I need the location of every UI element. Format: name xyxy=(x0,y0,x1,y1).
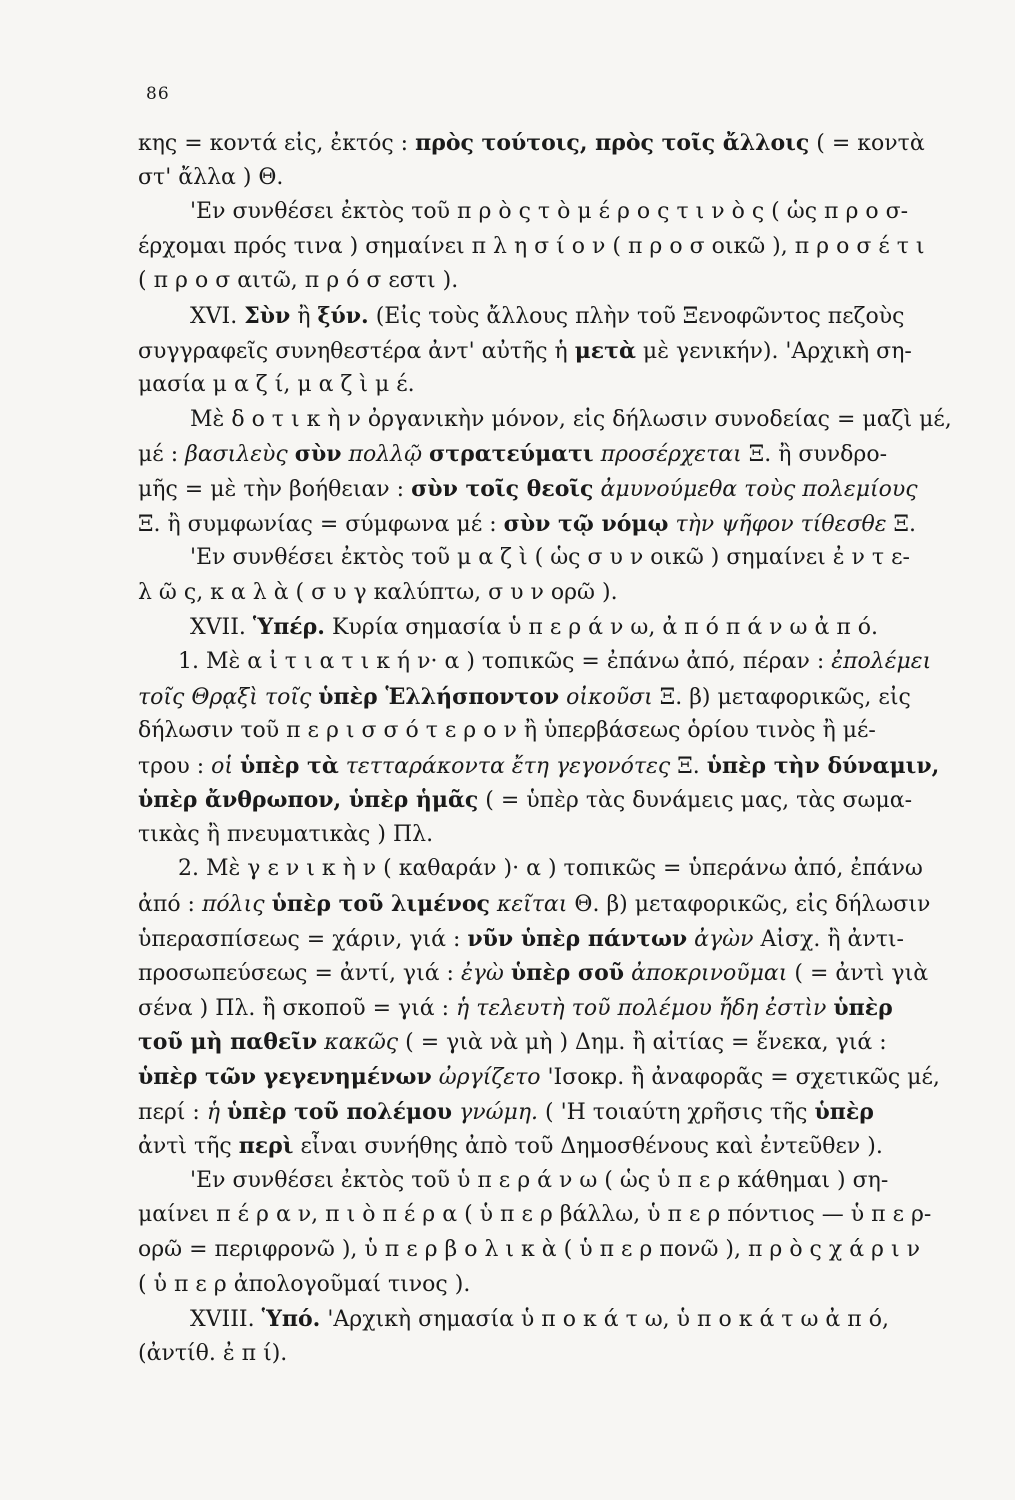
text-segment xyxy=(288,442,295,467)
text-line xyxy=(138,1060,978,1095)
text-segment: Ξ. xyxy=(670,753,707,779)
text-segment: τοῖς Θρᾳξὶ τοῖς xyxy=(138,684,312,710)
text-segment: μῆς = μὲ τὴν βοήθειαν : xyxy=(138,476,412,502)
text-segment: Μὲ δ ο τ ι κ ὴ ν ὀργανικὴν μόνον, εἰς δήλωσιν συνοδείας = μαζὶ μέ, xyxy=(190,406,952,432)
text-segment: ἡ xyxy=(206,1099,221,1125)
text-line xyxy=(138,749,978,784)
text-segment xyxy=(422,442,429,467)
text-line xyxy=(138,922,978,957)
text-segment: 2. Μὲ γ ε ν ι κ ὴ ν ( καθαράν )· α ) τοπικῶς = ὑπεράνω ἀπό, ἐπάνω xyxy=(178,856,923,882)
text-segment: (ἀντίθ. ἐ π ί). xyxy=(138,1340,288,1366)
text-segment: ὑπὲρ τὴν δύναμιν, xyxy=(706,752,940,779)
text-line xyxy=(138,1129,978,1164)
text-segment: ὑπὲρ τοῦ πολέμου xyxy=(227,1098,453,1125)
text-segment: πολλῷ xyxy=(348,442,423,468)
text-segment: σὺν τοῖς θεοῖς xyxy=(411,475,594,502)
text-segment: ἐπολέμει xyxy=(831,648,932,674)
text-segment: περί : xyxy=(138,1099,207,1125)
text-segment: μασία μ α ζ ί, μ α ζ ὶ μ έ. xyxy=(138,372,415,398)
text-segment: γνώμη. xyxy=(459,1099,539,1125)
text-segment: πόλις xyxy=(201,892,265,918)
text-line xyxy=(138,610,978,645)
text-segment: XVIII. xyxy=(190,1307,262,1333)
text-line xyxy=(138,1025,978,1060)
text-segment: ( = ὑπὲρ τὰς δυνάμεις μας, τὰς σωμα- xyxy=(478,788,913,814)
text-segment: Σὺν xyxy=(244,302,291,329)
text-line xyxy=(138,1268,978,1303)
text-segment: τὴν ψῆφον τίθεσθε xyxy=(675,511,887,537)
text-segment: βασιλεὺς xyxy=(185,442,288,468)
text-line xyxy=(138,645,978,680)
text-segment: μέ : xyxy=(138,442,186,468)
text-segment: τρου : xyxy=(138,753,212,779)
text-segment xyxy=(504,961,511,986)
text-segment: τικὰς ἢ πνευματικὰς ) Πλ. xyxy=(138,821,434,847)
text-segment: εἶναι συνήθης ἀπὸ τοῦ Δημοσθένους καὶ ἐντεῦθεν ). xyxy=(293,1134,883,1160)
text-line xyxy=(138,334,978,369)
text-segment: XVI. xyxy=(190,303,245,329)
text-segment: περὶ xyxy=(238,1133,294,1160)
text-segment: τετταράκοντα ἔτη γεγονότες xyxy=(345,753,671,779)
text-segment: λ ῶ ς, κ α λ ὰ ( σ υ γ καλύπτω, σ υ ν ορῶ ). xyxy=(138,579,618,605)
text-segment: συγγραφεῖς συνηθεστέρα ἀντ' αὐτῆς ἡ xyxy=(138,338,575,364)
text-segment: σὺν xyxy=(294,441,342,468)
text-line xyxy=(138,783,978,818)
text-line xyxy=(138,1198,978,1233)
text-segment: προσωπεύσεως = ἀντί, γιά : xyxy=(138,961,461,987)
text-segment: πρὸς τούτοις, πρὸς τοῖς ἄλλοις xyxy=(415,130,810,156)
text-segment: έρχομαι πρός τινα ) σημαίνει π λ η σ ί ο ν ( π ρ ο σ οικῶ ), π ρ ο σ έ τ ι xyxy=(138,233,925,259)
text-segment: οἱ xyxy=(211,753,233,779)
text-segment: Ὑπέρ. xyxy=(252,614,325,641)
text-segment: 'Εν συνθέσει ἐκτὸς τοῦ ὑ π ε ρ ά ν ω ( ὡς ὑ π ε ρ κάθημαι ) ση- xyxy=(190,1167,889,1193)
text-segment: ὠργίζετο xyxy=(438,1065,541,1091)
text-segment: Ξ. β) μεταφορικῶς, εἰς xyxy=(652,684,911,710)
text-line xyxy=(138,161,978,196)
text-segment xyxy=(265,892,272,917)
text-line xyxy=(138,887,978,922)
text-segment: XVII. xyxy=(190,615,253,641)
text-segment: ἀντὶ τῆς xyxy=(138,1134,239,1160)
text-segment xyxy=(220,1100,227,1125)
text-segment: 'Εν συνθέσει ἐκτὸς τοῦ π ρ ὸ ς τ ὸ μ έ ρ ο ς τ ι ν ὸ ς ( ὡς π ρ ο σ- xyxy=(190,199,909,225)
text-line xyxy=(138,126,978,161)
text-segment xyxy=(432,1065,439,1090)
text-segment xyxy=(233,754,240,779)
text-segment: μὲ γενικήν). 'Αρχικὴ ση- xyxy=(635,338,912,364)
text-line xyxy=(138,714,978,749)
text-segment: Ὑπό. xyxy=(261,1306,321,1333)
text-segment: σὺν τῷ νόμῳ xyxy=(503,510,669,537)
text-segment: ὑπὲρ xyxy=(833,994,893,1021)
text-segment xyxy=(594,442,601,467)
text-segment: μαίνει π έ ρ α ν, π ι ὸ π έ ρ α ( ὑ π ε ρ βάλλω, ὑ π ε ρ πόντιος — ὑ π ε ρ- xyxy=(138,1202,932,1228)
text-segment: ἀγὼν xyxy=(694,926,754,952)
text-segment: 'Εν συνθέσει ἐκτὸς τοῦ μ α ζ ὶ ( ὡς σ υ ν οικῶ ) σημαίνει ἐ ν τ ε- xyxy=(190,545,910,571)
text-segment: νῦν ὑπὲρ πάντων xyxy=(467,925,688,952)
text-line xyxy=(138,507,978,542)
text-line xyxy=(138,403,978,438)
text-segment: στρατεύματι xyxy=(429,441,594,468)
text-segment: ὑπὲρ τοῦ λιμένος xyxy=(271,891,490,918)
text-line xyxy=(138,852,978,887)
text-segment: κακῶς xyxy=(324,1030,399,1056)
text-segment: ἀπό : xyxy=(138,892,202,918)
text-line xyxy=(138,1095,978,1130)
text-segment: Θ. β) μεταφορικῶς, εἰς δήλωσιν xyxy=(567,892,931,918)
text-segment: τοῦ μὴ παθεῖν xyxy=(138,1029,318,1056)
text-line xyxy=(138,1302,978,1337)
text-segment: δήλωσιν τοῦ π ε ρ ι σ σ ό τ ε ρ ο ν ἢ ὑπερβάσεως ὁρίου τινὸς ἢ μέ- xyxy=(138,718,876,744)
text-segment: ὑπερασπίσεως = χάριν, γιά : xyxy=(138,926,468,952)
text-segment: κης = κοντά εἰς, ἐκτός : xyxy=(138,131,416,156)
text-segment xyxy=(342,442,349,467)
text-line xyxy=(138,541,978,576)
text-segment: 'Ισοκρ. ἢ ἀναφορᾶς = σχετικῶς μέ, xyxy=(540,1065,940,1091)
text-segment: 'Αρχικὴ σημασία ὑ π ο κ ά τ ω, ὑ π ο κ ά τ ω ἀ π ό, xyxy=(320,1307,889,1333)
text-line xyxy=(138,299,978,334)
text-segment: ( = γιὰ νὰ μὴ ) Δημ. ἢ αἰτίας = ἕνεκα, γιά : xyxy=(398,1030,887,1056)
text-segment: ἀποκρινοῦμαι xyxy=(631,961,788,987)
text-line xyxy=(138,437,978,472)
text-line xyxy=(138,1164,978,1199)
text-segment: 1. Μὲ α ἰ τ ι α τ ι κ ή ν· α ) τοπικῶς = ἐπάνω ἀπό, πέραν : xyxy=(178,648,832,674)
text-segment: ἀμυνούμεθα τοὺς πολεμίους xyxy=(600,476,918,502)
text-segment xyxy=(339,754,346,779)
text-segment: Αἰσχ. ἢ ἀντι- xyxy=(753,926,904,952)
text-segment: ξύν. xyxy=(317,302,369,329)
text-segment: σένα ) Πλ. ἢ σκοποῦ = γιά : xyxy=(138,995,457,1021)
text-line xyxy=(138,1233,978,1268)
text-line xyxy=(138,472,978,507)
text-segment: ἐγὼ xyxy=(460,961,504,987)
text-segment: ( = ἀντὶ γιὰ xyxy=(787,961,929,987)
text-segment: (Εἰς τοὺς ἄλλους πλὴν τοῦ Ξενοφῶντος πεζοὺς xyxy=(368,303,905,329)
text-line xyxy=(138,195,978,230)
text-segment: κεῖται xyxy=(496,892,568,918)
text-segment: προσέρχεται xyxy=(600,442,742,468)
text-line xyxy=(138,264,978,299)
text-segment: οἰκοῦσι xyxy=(566,684,653,710)
text-segment: Ξ. ἢ συνδρο- xyxy=(741,442,888,468)
text-line xyxy=(138,576,978,611)
text-line xyxy=(138,368,978,403)
text-segment: ἡ τελευτὴ τοῦ πολέμου ἤδη ἐστὶν xyxy=(456,995,827,1021)
text-segment: μετὰ xyxy=(574,337,636,364)
text-segment: ( = κοντὰ xyxy=(809,131,925,156)
text-line xyxy=(138,230,978,265)
body-text xyxy=(138,126,978,1371)
text-segment: ( π ρ ο σ αιτῶ, π ρ ό σ εστι ). xyxy=(138,268,459,294)
text-segment: ( ὑ π ε ρ ἀπολογοῦμαί τινος ). xyxy=(138,1271,471,1297)
text-segment: ὑπὲρ xyxy=(814,1098,874,1125)
text-segment: ὑπὲρ σοῦ xyxy=(510,960,625,987)
text-segment xyxy=(490,892,497,917)
text-segment: Ξ. xyxy=(886,511,916,537)
text-segment: Κυρία σημασία ὑ π ε ρ ά ν ω, ἀ π ό π ά ν ω ἀ π ό. xyxy=(324,615,879,641)
text-segment: στ' ἄλλα ) Θ. xyxy=(138,164,284,190)
text-segment: ἢ xyxy=(290,303,318,329)
text-line xyxy=(138,1337,978,1372)
text-segment: ὑπὲρ τῶν γεγενημένων xyxy=(138,1064,432,1091)
text-line xyxy=(138,991,978,1026)
text-line xyxy=(138,818,978,853)
text-segment: ορῶ = περιφρονῶ ), ὑ π ε ρ β ο λ ι κ ὰ ( ὑ π ε ρ πονῶ ), π ρ ὸ ς χ ά ρ ι ν xyxy=(138,1237,920,1262)
page-number: 86 xyxy=(146,84,170,104)
text-line xyxy=(138,680,978,715)
text-segment: ( 'Η τοιαύτη χρῆσις τῆς xyxy=(538,1099,815,1125)
text-segment: ὑπὲρ τὰ xyxy=(240,752,339,779)
text-segment: ὑπὲρ ἄνθρωπον, ὑπὲρ ἡμᾶς xyxy=(138,787,479,814)
text-segment: ὑπὲρ Ἑλλήσποντον xyxy=(318,683,560,710)
text-line xyxy=(138,956,978,991)
text-segment: Ξ. ἢ συμφωνίας = σύμφωνα μέ : xyxy=(138,511,504,537)
